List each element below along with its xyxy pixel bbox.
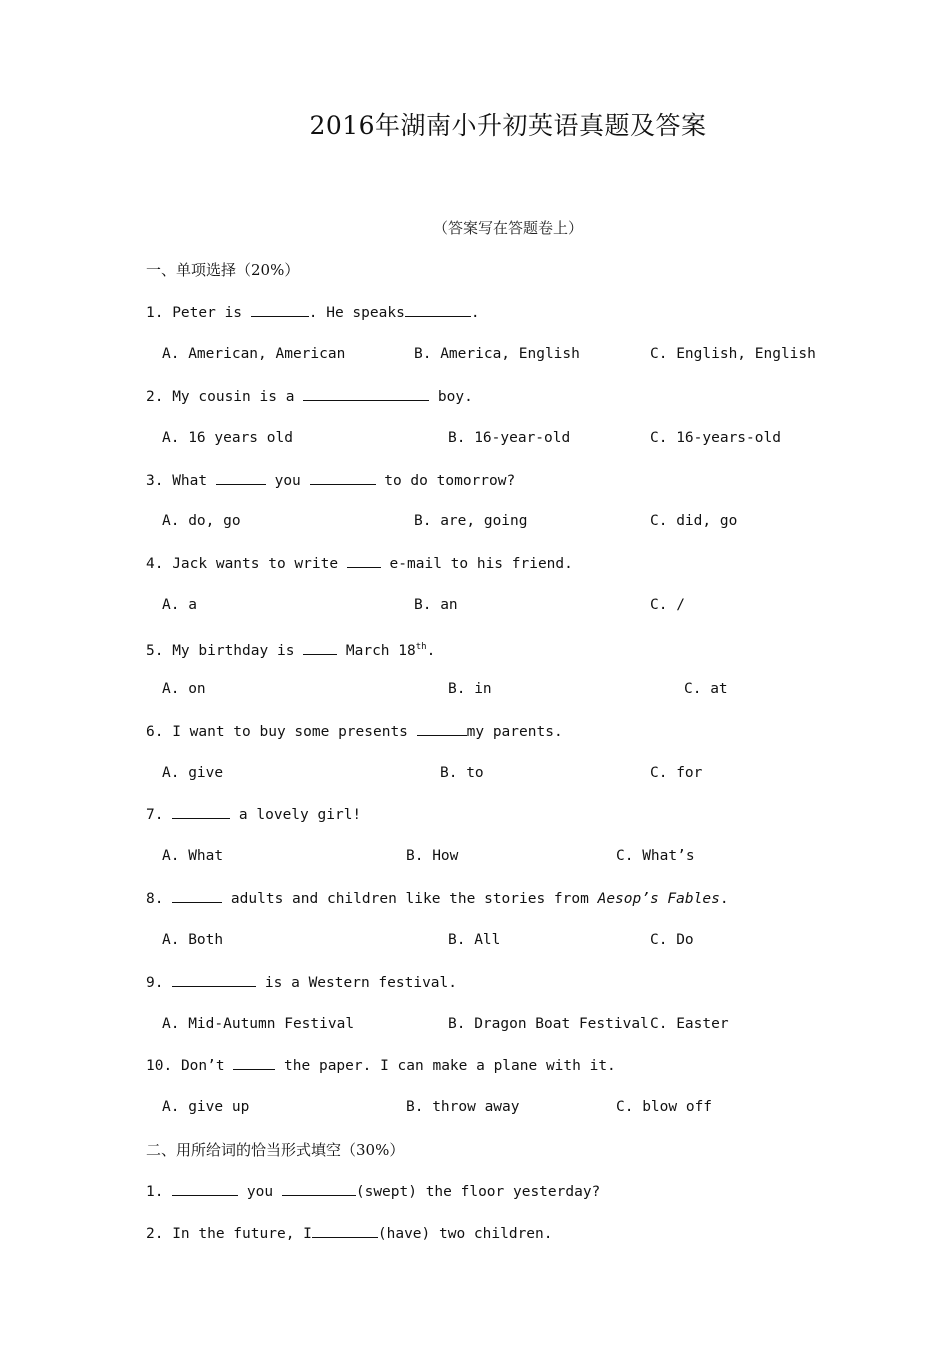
option-b[interactable]: B. an	[414, 597, 458, 613]
question-5: 5. My birthday is March 18th.	[146, 642, 436, 659]
answer-blank[interactable]	[417, 721, 467, 736]
question-2: 2. My cousin is a boy.	[146, 386, 473, 407]
answer-blank[interactable]	[251, 302, 309, 317]
fill-question-1: 1. you (swept) the floor yesterday?	[146, 1181, 600, 1202]
question-6: 6. I want to buy some presents my parents.	[146, 721, 563, 742]
answer-blank[interactable]	[216, 470, 266, 485]
question-8: 8. adults and children like the stories from Aesop’s Fables.	[146, 888, 729, 909]
question-7: 7. a lovely girl!	[146, 804, 361, 825]
option-b[interactable]: B. All	[448, 932, 501, 948]
option-c[interactable]: C. /	[650, 597, 685, 613]
option-b[interactable]: B. How	[406, 848, 459, 864]
option-c[interactable]: C. Easter	[650, 1016, 729, 1032]
option-b[interactable]: B. to	[440, 765, 484, 781]
option-b[interactable]: B. are, going	[414, 513, 528, 529]
section-heading: 二、用所给词的恰当形式填空（30%）	[146, 1141, 405, 1159]
answer-blank[interactable]	[347, 553, 381, 568]
option-a[interactable]: A. give	[162, 765, 224, 781]
section-heading: 一、单项选择（20%）	[146, 261, 300, 279]
answer-blank[interactable]	[303, 640, 337, 655]
question-3: 3. What you to do tomorrow?	[146, 470, 515, 491]
page-title: 2016年湖南小升初英语真题及答案	[309, 111, 707, 140]
option-b[interactable]: B. Dragon Boat Festival	[448, 1016, 649, 1032]
fill-question-2: 2. In the future, I (have) two children.	[146, 1223, 553, 1244]
question-9: 9. is a Western festival.	[146, 972, 457, 993]
instruction-note: （答案写在答题卷上）	[432, 219, 583, 237]
option-c[interactable]: C. blow off	[616, 1099, 713, 1115]
option-c[interactable]: C. at	[684, 681, 728, 697]
option-c[interactable]: C. did, go	[650, 513, 738, 529]
answer-blank[interactable]	[303, 386, 429, 401]
option-a[interactable]: A. a	[162, 597, 197, 613]
option-b[interactable]: B. in	[448, 681, 492, 697]
answer-blank[interactable]	[172, 804, 230, 819]
option-a[interactable]: A. give up	[162, 1099, 250, 1115]
answer-blank[interactable]	[310, 470, 376, 485]
option-c[interactable]: C. Do	[650, 932, 694, 948]
answer-blank[interactable]	[405, 302, 471, 317]
option-c[interactable]: C. 16-years-old	[650, 430, 781, 446]
answer-blank[interactable]	[233, 1055, 275, 1070]
question-4: 4. Jack wants to write e-mail to his friend.	[146, 553, 573, 574]
option-a[interactable]: A. 16 years old	[162, 430, 293, 446]
option-a[interactable]: A. American, American	[162, 346, 346, 362]
question-10: 10. Don’t the paper. I can make a plane with it.	[146, 1055, 616, 1076]
answer-blank[interactable]	[282, 1181, 356, 1196]
option-b[interactable]: B. 16-year-old	[448, 430, 571, 446]
option-c[interactable]: C. English, English	[650, 346, 816, 362]
option-b[interactable]: B. America, English	[414, 346, 580, 362]
answer-blank[interactable]	[172, 1181, 238, 1196]
option-a[interactable]: A. What	[162, 848, 224, 864]
question-1: 1. Peter is . He speaks .	[146, 302, 480, 323]
answer-blank[interactable]	[172, 888, 222, 903]
option-a[interactable]: A. Mid-Autumn Festival	[162, 1016, 355, 1032]
option-a[interactable]: A. do, go	[162, 513, 241, 529]
answer-blank[interactable]	[172, 972, 256, 987]
option-c[interactable]: C. What’s	[616, 848, 695, 864]
option-b[interactable]: B. throw away	[406, 1099, 520, 1115]
option-a[interactable]: A. on	[162, 681, 206, 697]
option-a[interactable]: A. Both	[162, 932, 224, 948]
answer-blank[interactable]	[312, 1223, 378, 1238]
option-c[interactable]: C. for	[650, 765, 703, 781]
